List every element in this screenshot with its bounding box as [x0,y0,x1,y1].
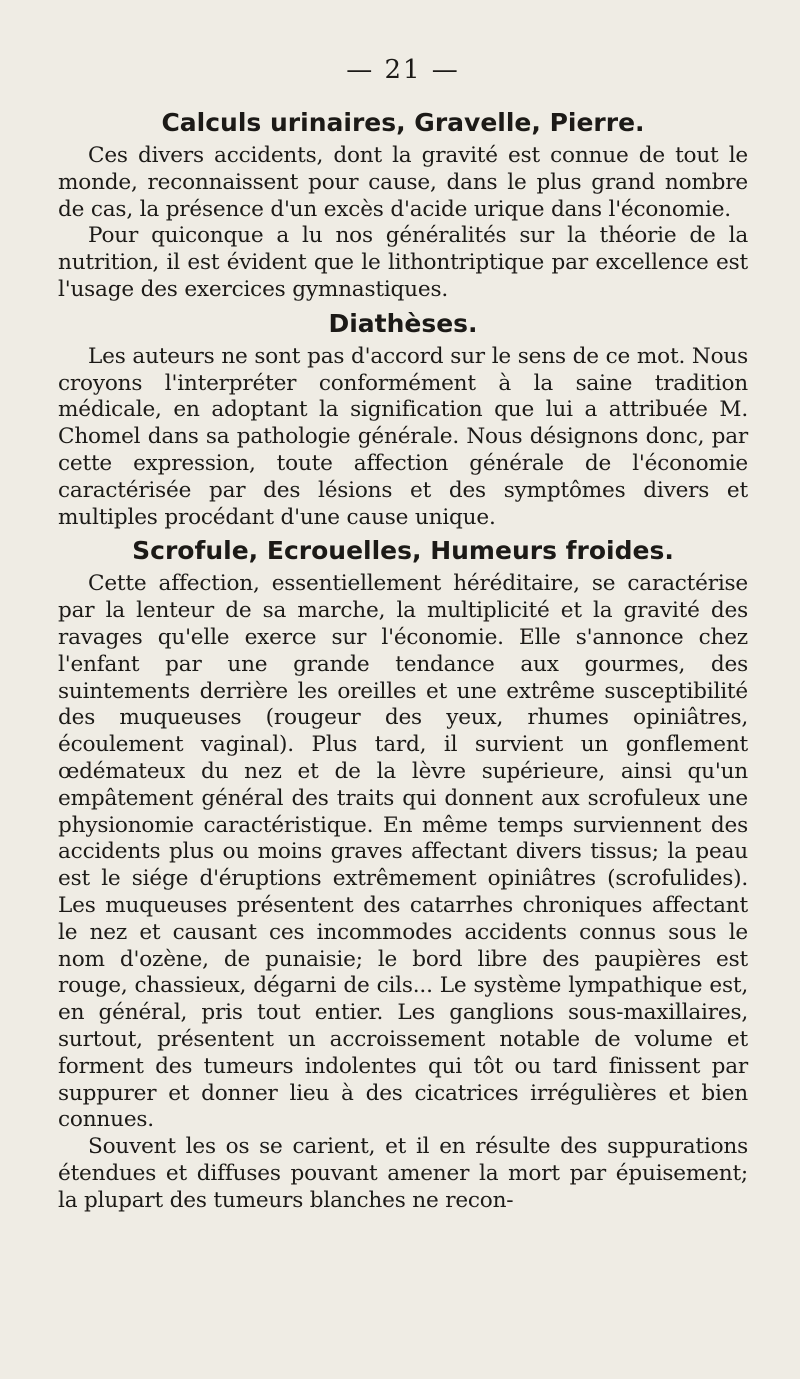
section-title: Diathèses. [328,308,478,338]
page-number: — 21 — [346,55,460,85]
section-diatheses [58,308,748,532]
section-calculs-urinaires [58,107,748,304]
section-title: Scrofule, Ecrouelles, Humeurs froides. [132,536,674,566]
paragraph: Cette affection, essentiellement héréditaire, se caractérise par la lenteur de sa marche, la multiplicité et la gravité des ravages qu'elle exerce sur l'économie. Elle s'annonce chez l'enfant par une grande tendance aux gourmes, des suintements derrière les oreilles et une extrême susceptibilité des muqueuses (rougeur des yeux, rhumes opiniâtres, écoulement vaginal). Plus tard, il survient un gonflement œdémateux du nez et de la lèvre supérieure, ainsi qu'un empâtement général des traits qui donnent aux scrofuleux une physionomie caractéristique. En même temps surviennent des accidents plus ou moins graves affectant divers tissus; la peau est le siége d'éruptions extrêmement opiniâtres (scrofulides). Les muqueuses présentent des catarrhes chroniques affectant le nez et causant ces incommodes accidents connus sous le nom d'ozène, de punaisie; le bord libre des paupières est rouge, chassieux, dégarni de cils... Le système lympathique est, en général, pris tout entier. Les ganglions sous-maxillaires, surtout, présentent un accroissement notable de volume et forment des tumeurs indolentes qui tôt ou tard finissent par suppurer et donner lieu à des cicatrices irrégulières et bien connues. [58,571,748,1133]
paragraph: Les auteurs ne sont pas d'accord sur le sens de ce mot. Nous croyons l'interpréter conformément à la saine tradition médicale, en adoptant la signification que lui a attribuée M. Chomel dans sa pathologie générale. Nous désignons donc, par cette expression, toute affection générale de l'économie caractérisée par des lésions et des symptômes divers et multiples procédant d'une cause unique. [58,343,748,530]
paragraph: Souvent les os se carient, et il en résulte des suppurations étendues et diffuses pouvant amener la mort par épuisement; la plupart des tumeurs blanches ne recon- [58,1134,748,1213]
section-title: Calculs urinaires, Gravelle, Pierre. [161,108,645,137]
paragraph: Ces divers accidents, dont la gravité est connue de tout le monde, reconnaissent pour cause, dans le plus grand nombre de cas, la présence d'un excès d'acide urique dans l'économie. [58,143,748,222]
paragraph: Pour quiconque a lu nos généralités sur la théorie de la nutrition, il est évident que le lithontriptique par excellence est l'usage des exercices gymnastiques. [58,223,748,302]
section-scrofule [58,535,748,1214]
